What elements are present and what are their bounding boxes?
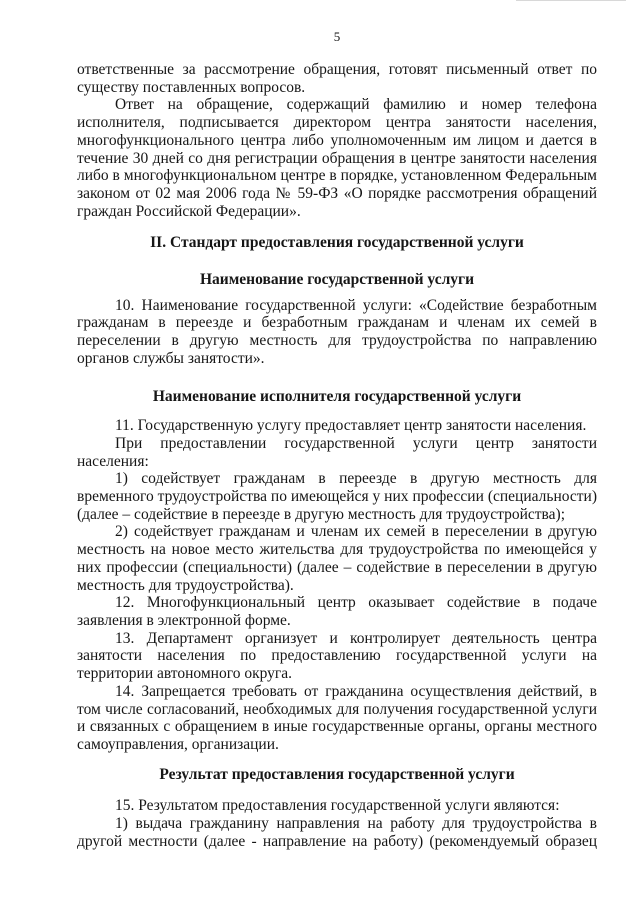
paragraph-12: 12. Многофункциональный центр оказывает содействие в подаче заявления в электронной форме. — [77, 594, 597, 629]
paragraph-11-intro: При предоставлении государственной услуги центр занятости населения: — [77, 434, 597, 470]
document-body — [77, 61, 597, 850]
intro-paragraph-reply: Ответ на обращение, содержащий фамилию и номер телефона исполнителя, подписывается директором центра занятости населения, многофункционального центра либо уполномоченным им лицом и дается в течение 30 дней со дня регистрации обращения в центре занятости населения либо в многофункциональном центре в порядке, установленном Федеральным законом от 02 мая 2006 года № 59-ФЗ «О порядке рассмотрения обращений граждан Российской Федерации». — [77, 96, 597, 220]
paragraph-10: 10. Наименование государственной услуги: «Содействие безработным гражданам в переезде и безработным гражданам и членам их семей в переселении в другую местность для трудоустройства по направлению органов службы занятости». — [77, 296, 597, 367]
paragraph-11: 11. Государственную услугу предоставляет центр занятости населения. — [115, 417, 587, 435]
paragraph-14: 14. Запрещается требовать от гражданина осуществления действий, в том числе согласований, необходимых для получения государственной услуги и связанных с обращением в иные государственные органы, органы местного самоуправления, организации. — [77, 682, 597, 753]
subsection-heading-service-result: Результат предоставления государственной услуги — [159, 765, 515, 783]
subsection-heading-service-name: Наименование государственной услуги — [200, 271, 474, 289]
intro-paragraph-continuation: ответственные за рассмотрение обращения, готовят письменный ответ по существу поставленных вопросов. — [77, 61, 597, 96]
paragraph-13: 13. Департамент организует и контролирует деятельность центра занятости населения по предоставлению государственной услуги на территории автономного округа. — [77, 629, 597, 683]
paragraph-15: 15. Результатом предоставления государственной услуги являются: — [115, 797, 560, 815]
paragraph-11-item-2: 2) содействует гражданам и членам их семей в переселении в другую местность на новое место жительства для трудоустройства по имеющейся у них профессии (специальности) (далее – содействие в переселении в другую местность для трудоустройства). — [77, 523, 597, 594]
section-heading-standard: II. Стандарт предоставления государственной услуги — [150, 234, 524, 252]
scan-artifact-line — [516, 0, 626, 1]
paragraph-11-item-1: 1) содействует гражданам в переезде в другую местность для временного трудоустройства по имеющейся у них профессии (специальности) (далее – содействие в переезде в другую местность для трудоустройства); — [77, 470, 597, 523]
paragraph-15-item-1: 1) выдача гражданину направления на работу для трудоустройства в другой местности (далее - направление на работу) (рекомендуемый образец — [77, 815, 597, 850]
page-number: 5 — [333, 29, 341, 44]
subsection-heading-service-provider: Наименование исполнителя государственной услуги — [152, 387, 522, 405]
